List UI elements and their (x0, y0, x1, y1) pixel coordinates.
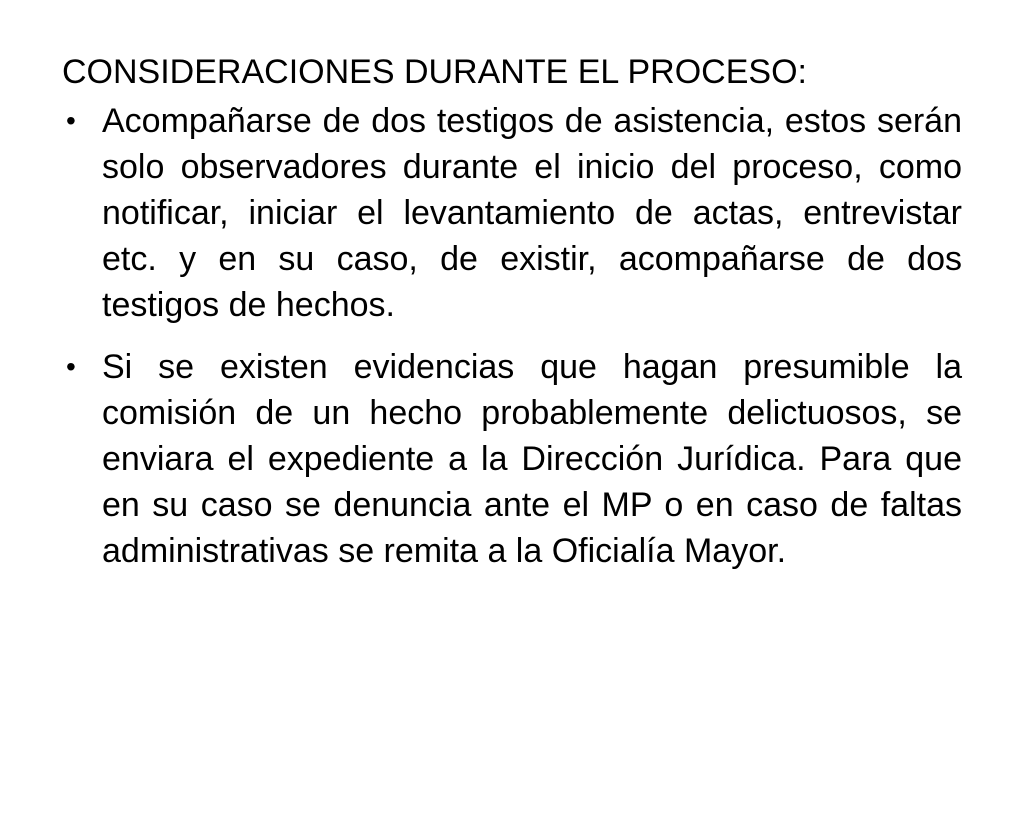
bullet-text: Si se existen evidencias que hagan presumible la comisión de un hecho probablemente delictuosos, se enviara el expediente a la Dirección Jurídica. Para que en su caso se denuncia ante el MP o en caso de faltas administrativas se remita a la Oficialía Mayor. (102, 348, 962, 570)
bullet-list (62, 98, 962, 574)
bullet-item (62, 344, 962, 574)
slide-content (62, 48, 962, 590)
bullet-item (62, 98, 962, 328)
slide-heading: CONSIDERACIONES DURANTE EL PROCESO: (62, 53, 807, 91)
bullet-icon: • (66, 351, 76, 382)
bullet-icon: • (66, 105, 76, 136)
bullet-text: Acompañarse de dos testigos de asistencia, estos serán solo observadores durante el inicio del proceso, como notificar, iniciar el levantamiento de actas, entrevistar etc. y en su caso, de existir, acompañarse de dos testigos de hechos. (102, 102, 962, 324)
